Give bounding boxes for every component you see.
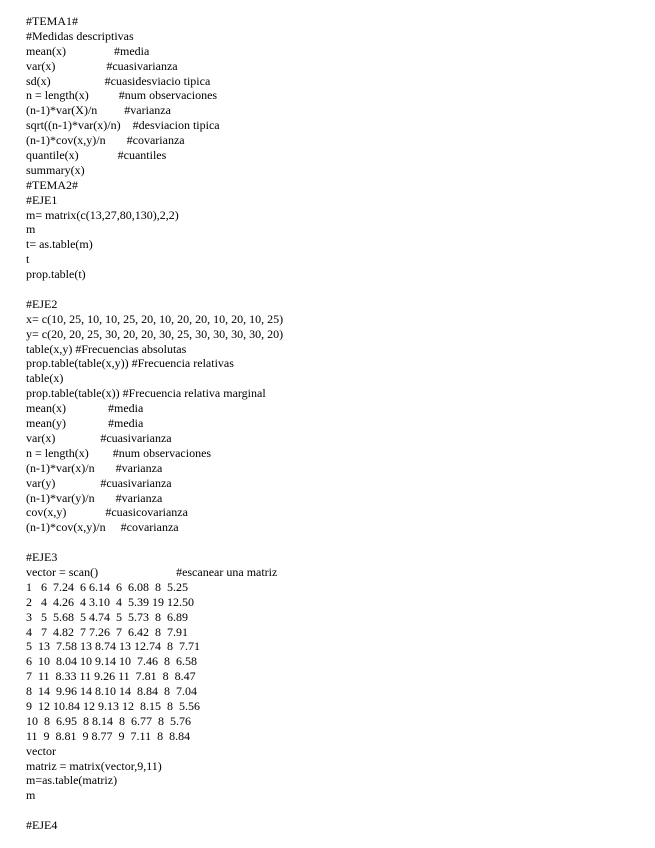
document-line: 2 4 4.26 4 3.10 4 5.39 19 12.50: [26, 594, 194, 609]
document-line: t= as.table(m): [26, 237, 93, 252]
document-line: (n-1)*cov(x,y)/n #covarianza: [26, 520, 179, 535]
document-line: mean(y) #media: [26, 416, 144, 431]
document-line: #TEMA2#: [26, 177, 78, 192]
document-line: 7 11 8.33 11 9.26 11 7.81 8 8.47: [26, 669, 196, 684]
document-page: [26, 14, 646, 833]
document-line: cov(x,y) #cuasicovarianza: [26, 505, 188, 520]
document-line: (n-1)*var(x)/n #varianza: [26, 460, 163, 475]
document-line: #Medidas descriptivas: [26, 28, 134, 43]
document-line: #EJE3: [26, 550, 58, 565]
document-line: [26, 282, 646, 297]
document-line: prop.table(t): [26, 267, 86, 282]
document-line: m: [26, 222, 36, 237]
document-line: 5 13 7.58 13 8.74 13 12.74 8 7.71: [26, 639, 200, 654]
document-line: summary(x): [26, 162, 85, 177]
document-line: (n-1)*var(y)/n #varianza: [26, 490, 163, 505]
document-line: sqrt((n-1)*var(x)/n) #desviacion tipica: [26, 118, 220, 133]
document-line: #EJE4: [26, 818, 58, 833]
document-line: 3 5 5.68 5 4.74 5 5.73 8 6.89: [26, 609, 188, 624]
document-line: 1 6 7.24 6 6.14 6 6.08 8 5.25: [26, 579, 188, 594]
document-line: n = length(x) #num observaciones: [26, 445, 212, 460]
document-line: quantile(x) #cuantiles: [26, 148, 167, 163]
document-line: vector: [26, 743, 56, 758]
document-line: mean(x) #media: [26, 43, 150, 58]
document-line: vector = scan() #escanear una matriz: [26, 564, 278, 579]
document-line: var(x) #cuasivarianza: [26, 58, 178, 73]
document-line: x= c(10, 25, 10, 10, 25, 20, 10, 20, 20, 10, 20, 10, 25): [26, 311, 284, 326]
document-line: m= matrix(c(13,27,80,130),2,2): [26, 207, 179, 222]
document-line: t: [26, 252, 30, 267]
document-line: table(x,y) #Frecuencias absolutas: [26, 341, 187, 356]
document-line: 6 10 8.04 10 9.14 10 7.46 8 6.58: [26, 654, 197, 669]
document-line: y= c(20, 20, 25, 30, 20, 20, 30, 25, 30, 30, 30, 30, 20): [26, 326, 284, 341]
document-line: (n-1)*cov(x,y)/n #covarianza: [26, 133, 185, 148]
document-line: prop.table(table(x)) #Frecuencia relativa marginal: [26, 386, 266, 401]
document-line: 11 9 8.81 9 8.77 9 7.11 8 8.84: [26, 728, 191, 743]
document-line: 8 14 9.96 14 8.10 14 8.84 8 7.04: [26, 684, 197, 699]
document-line: (n-1)*var(X)/n #varianza: [26, 103, 171, 118]
document-line: var(x) #cuasivarianza: [26, 430, 172, 445]
document-line: #EJE1: [26, 192, 58, 207]
document-line: matriz = matrix(vector,9,11): [26, 758, 162, 773]
document-line: table(x): [26, 371, 64, 386]
document-line: 4 7 4.82 7 7.26 7 6.42 8 7.91: [26, 624, 188, 639]
document-line: var(y) #cuasivarianza: [26, 475, 172, 490]
document-line: prop.table(table(x,y)) #Frecuencia relativas: [26, 356, 234, 371]
document-line: m=as.table(matriz): [26, 773, 118, 788]
document-line: [26, 535, 646, 550]
document-line: mean(x) #media: [26, 401, 144, 416]
document-line: [26, 803, 646, 818]
document-line: sd(x) #cuasidesviacio tipica: [26, 73, 211, 88]
document-line: 9 12 10.84 12 9.13 12 8.15 8 5.56: [26, 698, 200, 713]
document-line: #TEMA1#: [26, 14, 78, 28]
document-line: 10 8 6.95 8 8.14 8 6.77 8 5.76: [26, 713, 191, 728]
document-line: m: [26, 788, 36, 803]
document-line: #EJE2: [26, 296, 58, 311]
document-line: n = length(x) #num observaciones: [26, 88, 218, 103]
